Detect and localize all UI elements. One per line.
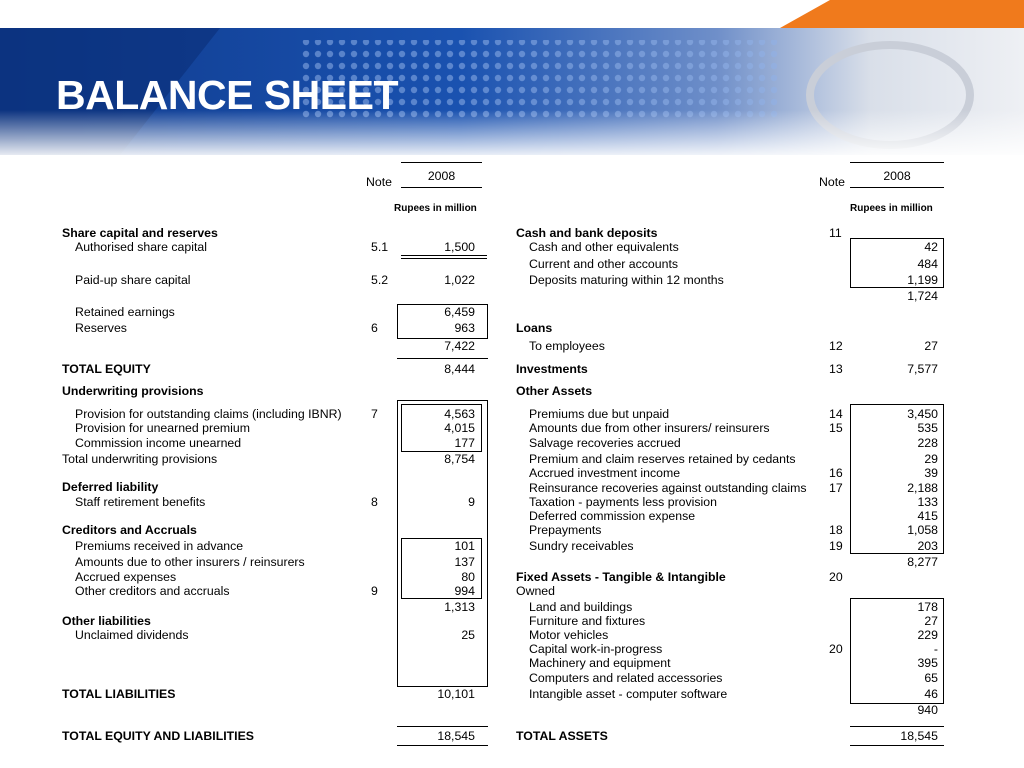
right-row-value: 46	[924, 687, 938, 701]
left-row-value: 4,563	[444, 407, 475, 421]
left-row-label: Unclaimed dividends	[75, 628, 189, 642]
right-row-note: 12	[829, 339, 843, 353]
right-row-note: 14	[829, 407, 843, 421]
left-row-value: 8,754	[444, 452, 475, 466]
right-row-value: 65	[924, 671, 938, 685]
rule	[401, 258, 487, 259]
header-rule	[401, 187, 482, 188]
left-row-label: Paid-up share capital	[75, 273, 191, 287]
right-row-value: 1,199	[907, 273, 938, 287]
right-row-label: Intangible asset - computer software	[529, 687, 728, 701]
left-row-note: 5.2	[371, 273, 389, 287]
left-row-value: 6,459	[444, 305, 475, 319]
left-note-header: Note	[366, 175, 392, 189]
right-row-value: 229	[917, 628, 938, 642]
left-row-value: 177	[454, 436, 475, 450]
right-row-label: Taxation - payments less provision	[529, 495, 717, 509]
right-row-value: 940	[917, 703, 938, 717]
right-row-label: Furniture and fixtures	[529, 614, 646, 628]
left-row-value: 4,015	[444, 421, 475, 435]
left-row-label: Other creditors and accruals	[75, 584, 230, 598]
right-row-label: Deferred commission expense	[529, 509, 696, 523]
right-row-label: Premiums due but unpaid	[529, 407, 670, 421]
left-year-header: 2008	[427, 169, 456, 183]
right-row-value: 228	[917, 436, 938, 450]
right-row-label: Cash and bank deposits	[516, 226, 658, 240]
left-row-note: 7	[371, 407, 378, 421]
right-row-label: Owned	[516, 584, 555, 598]
right-row-note: 19	[829, 539, 843, 553]
left-row-label: Retained earnings	[75, 305, 175, 319]
left-row-label: Total underwriting provisions	[62, 452, 218, 466]
right-row-value: 178	[917, 600, 938, 614]
left-row-label: Provision for unearned premium	[75, 421, 250, 435]
left-row-label: Deferred liability	[62, 480, 159, 494]
right-row-value: 1,724	[907, 289, 938, 303]
right-row-value: 203	[917, 539, 938, 553]
rule	[850, 745, 944, 746]
right-row-label: Deposits maturing within 12 months	[529, 273, 724, 287]
right-row-value: 39	[924, 466, 938, 480]
right-note-header: Note	[819, 175, 845, 189]
right-row-value: -	[933, 642, 938, 656]
rule	[850, 726, 944, 727]
right-row-note: 17	[829, 481, 843, 495]
right-row-value: 395	[917, 656, 938, 670]
left-row-value: 1,500	[444, 240, 475, 254]
right-row-label: Capital work-in-progress	[529, 642, 663, 656]
right-row-label: Current and other accounts	[529, 257, 679, 271]
left-units-header: Rupees in million	[394, 203, 477, 214]
right-row-label: Investments	[516, 362, 588, 376]
right-row-value: 2,188	[907, 481, 938, 495]
right-row-value: 29	[924, 452, 938, 466]
left-row-value: 137	[454, 555, 475, 569]
right-row-label: Loans	[516, 321, 553, 335]
left-row-label: TOTAL EQUITY AND LIABILITIES	[62, 729, 254, 743]
right-row-note: 18	[829, 523, 843, 537]
left-row-value: 10,101	[437, 687, 475, 701]
left-row-label: Other liabilities	[62, 614, 151, 628]
left-row-value: 101	[454, 539, 475, 553]
left-row-value: 1,022	[444, 273, 475, 287]
right-row-value: 8,277	[907, 555, 938, 569]
right-row-label: Computers and related accessories	[529, 671, 723, 685]
left-row-label: Staff retirement benefits	[75, 495, 206, 509]
right-row-value: 484	[917, 257, 938, 271]
right-row-label: Land and buildings	[529, 600, 633, 614]
right-row-label: To employees	[529, 339, 605, 353]
left-row-label: Underwriting provisions	[62, 384, 204, 398]
header-rule	[850, 187, 944, 188]
right-row-label: Prepayments	[529, 523, 602, 537]
right-row-label: Machinery and equipment	[529, 656, 671, 670]
left-row-label: Commission income unearned	[75, 436, 242, 450]
right-row-label: TOTAL ASSETS	[516, 729, 608, 743]
right-row-note: 20	[829, 642, 843, 656]
rule	[401, 255, 487, 256]
left-row-label: Authorised share capital	[75, 240, 207, 254]
right-year-header: 2008	[883, 169, 911, 183]
left-row-value: 80	[461, 570, 475, 584]
right-row-note: 20	[829, 570, 843, 584]
right-row-value: 7,577	[907, 362, 938, 376]
right-row-note: 15	[829, 421, 843, 435]
left-row-label: Premiums received in advance	[75, 539, 244, 553]
right-row-note: 16	[829, 466, 843, 480]
header-rule	[401, 162, 482, 163]
left-row-note: 8	[371, 495, 378, 509]
left-row-note: 5.1	[371, 240, 389, 254]
right-row-value: 27	[924, 614, 938, 628]
right-row-value: 18,545	[900, 729, 938, 743]
right-row-label: Salvage recoveries accrued	[529, 436, 681, 450]
right-row-value: 415	[917, 509, 938, 523]
rule	[397, 745, 488, 746]
left-row-value: 8,444	[444, 362, 475, 376]
left-row-value: 18,545	[437, 729, 475, 743]
left-row-label: Share capital and reserves	[62, 226, 218, 240]
left-row-value: 994	[454, 584, 475, 598]
left-row-note: 6	[371, 321, 378, 335]
right-row-label: Motor vehicles	[529, 628, 609, 642]
left-row-label: Accrued expenses	[75, 570, 177, 584]
right-row-value: 42	[924, 240, 938, 254]
left-row-label: Provision for outstanding claims (including IBNR)	[75, 407, 342, 421]
right-row-label: Reinsurance recoveries against outstanding claims	[529, 481, 807, 495]
right-row-value: 133	[917, 495, 938, 509]
left-row-label: TOTAL LIABILITIES	[62, 687, 176, 701]
left-row-value: 7,422	[444, 339, 475, 353]
right-row-label: Premium and claim reserves retained by cedants	[529, 452, 796, 466]
right-row-value: 27	[924, 339, 938, 353]
left-row-note: 9	[371, 584, 378, 598]
right-row-note: 11	[829, 226, 842, 240]
left-row-value: 25	[461, 628, 475, 642]
right-row-value: 3,450	[907, 407, 938, 421]
right-row-label: Cash and other equivalents	[529, 240, 679, 254]
left-row-label: Amounts due to other insurers / reinsurers	[75, 555, 305, 569]
right-row-note: 13	[829, 362, 843, 376]
right-row-value: 535	[917, 421, 938, 435]
right-units-header: Rupees in million	[850, 203, 933, 214]
left-row-value: 9	[468, 495, 475, 509]
left-row-label: Reserves	[75, 321, 127, 335]
header-rule	[850, 162, 944, 163]
right-row-label: Other Assets	[516, 384, 593, 398]
left-row-value: 1,313	[444, 600, 475, 614]
rule	[397, 358, 488, 359]
right-row-value: 1,058	[907, 523, 938, 537]
left-row-value: 963	[454, 321, 475, 335]
right-row-label: Fixed Assets - Tangible & Intangible	[516, 570, 726, 584]
rule	[397, 726, 488, 727]
right-row-label: Sundry receivables	[529, 539, 634, 553]
left-row-label: TOTAL EQUITY	[62, 362, 151, 376]
page-title: BALANCE SHEET	[56, 72, 399, 118]
right-row-label: Accrued investment income	[529, 466, 681, 480]
left-row-label: Creditors and Accruals	[62, 523, 197, 537]
right-row-label: Amounts due from other insurers/ reinsurers	[529, 421, 770, 435]
